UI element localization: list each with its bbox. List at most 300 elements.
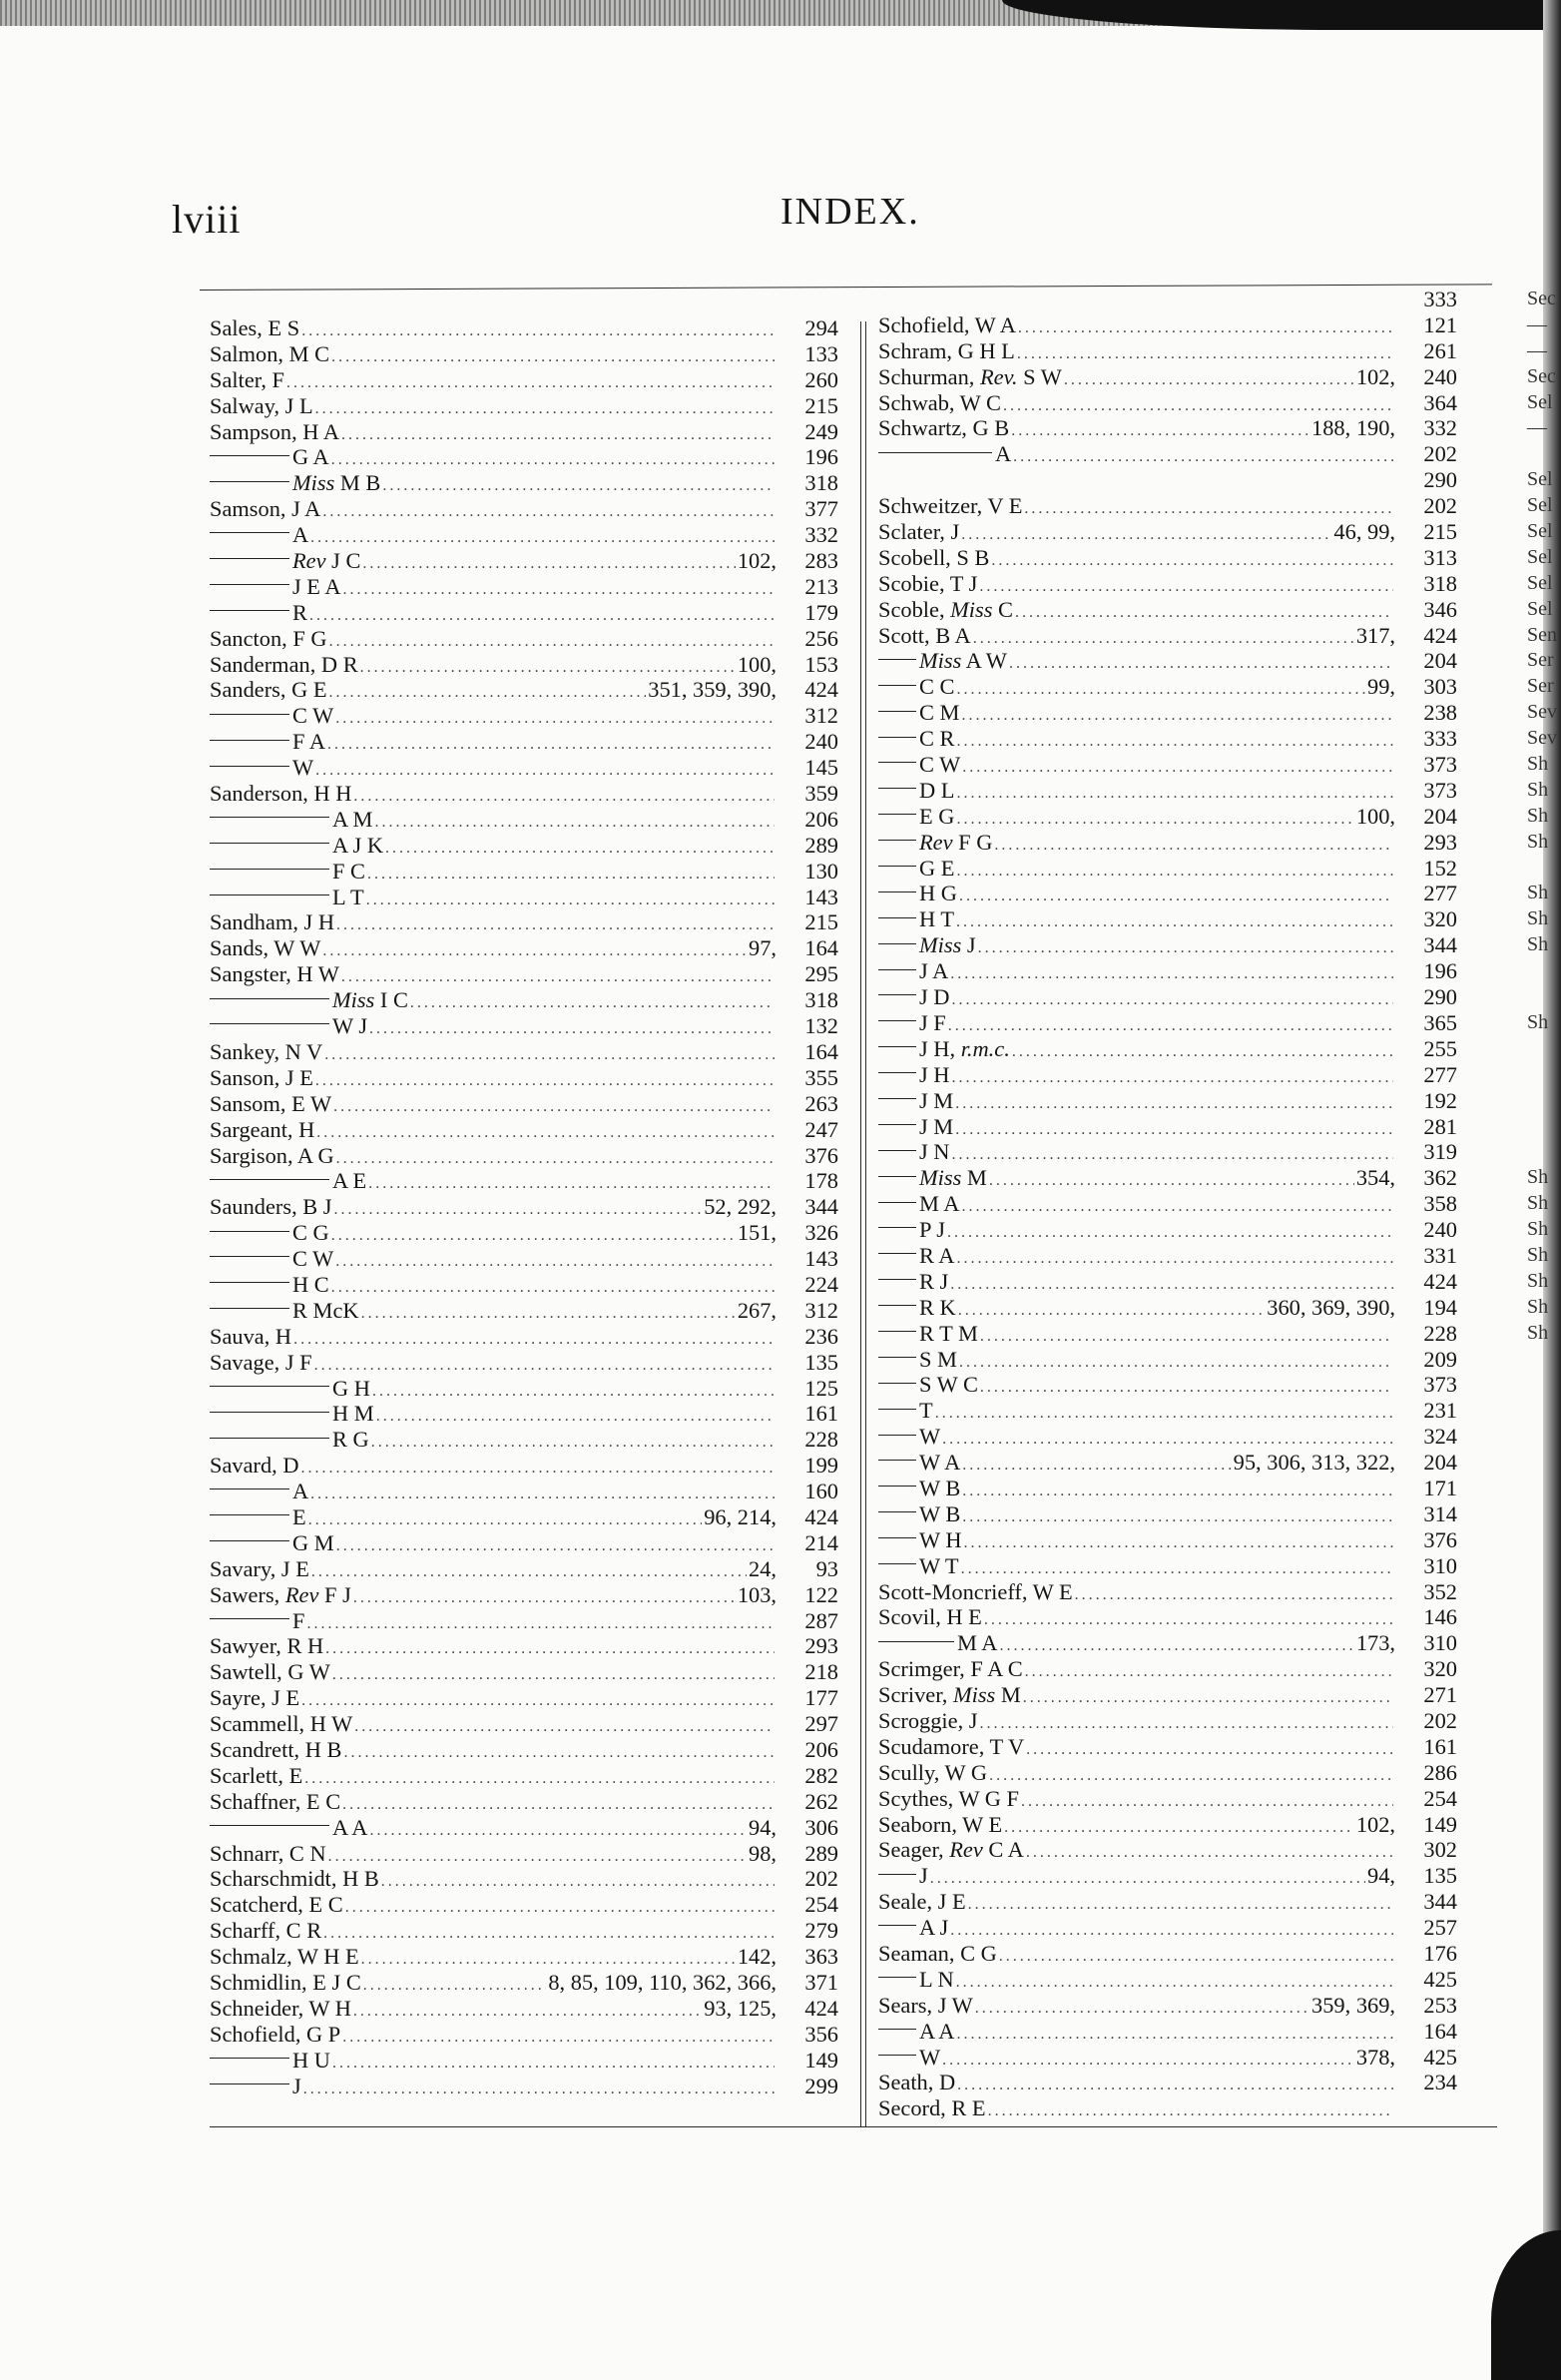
dot-leader — [930, 1866, 1365, 1892]
repeat-surname-dash — [210, 894, 329, 895]
entry-page-number: 192 — [1423, 1087, 1457, 1113]
index-entry — [210, 885, 838, 910]
entry-name: C G — [292, 1220, 329, 1246]
entry-extra-pages: 354, — [1355, 1165, 1395, 1191]
repeat-surname-dash — [878, 1357, 916, 1358]
index-entry — [878, 467, 1457, 493]
edge-fragment — [1527, 1062, 1557, 1088]
entry-page-number: 255 — [1423, 1035, 1457, 1061]
dot-leader — [304, 1766, 775, 1792]
entry-page-number: 254 — [1423, 1785, 1457, 1811]
entry-title-italic: Rev — [919, 829, 953, 855]
index-entry — [210, 1220, 838, 1246]
entry-name: Seaman, C G — [878, 1941, 997, 1966]
index-entry — [878, 1347, 1457, 1373]
entry-page-number: 344 — [1423, 1889, 1457, 1915]
edge-fragment — [1527, 1088, 1557, 1114]
entry-page-number: 364 — [1423, 389, 1457, 415]
entry-name: A A — [919, 2018, 955, 2044]
edge-fragment — [1527, 1139, 1557, 1165]
entry-page-number: 247 — [804, 1116, 838, 1142]
edge-fragment: Sen — [1527, 623, 1557, 646]
entry-page-number: 256 — [804, 625, 838, 651]
index-entry — [210, 652, 838, 678]
entry-page-number: 164 — [1423, 2018, 1457, 2044]
entry-page-number: 228 — [1423, 1320, 1457, 1346]
edge-fragment — [1527, 958, 1557, 984]
dot-leader — [301, 1456, 775, 1482]
index-entry — [878, 2095, 1457, 2121]
entry-label — [878, 1863, 928, 1889]
entry-name: Schnarr, C N — [210, 1840, 326, 1866]
entry-label — [210, 341, 329, 367]
entry-label — [210, 1737, 341, 1763]
edge-fragment: Sh — [1527, 1010, 1549, 1033]
entry-label — [210, 600, 307, 626]
repeat-surname-dash — [878, 917, 916, 918]
dot-leader — [989, 1763, 1393, 1789]
entry-label — [210, 470, 380, 496]
dot-leader — [959, 1350, 1393, 1376]
entry-label — [878, 648, 1007, 674]
dot-leader — [958, 1298, 1266, 1324]
edge-fragment: Sh — [1527, 1218, 1549, 1241]
index-entry — [878, 2019, 1457, 2045]
entry-label — [210, 1350, 312, 1376]
entry-page-number: 218 — [804, 1659, 838, 1685]
edge-fragment: Sh — [1527, 933, 1549, 956]
entry-name: W B — [919, 1500, 961, 1526]
entry-name: Sanders, G E — [210, 677, 327, 703]
entry-name: Schwab, W C — [878, 389, 1001, 415]
dot-leader — [322, 938, 747, 964]
entry-name: W — [919, 2044, 941, 2070]
entry-label — [878, 1243, 954, 1269]
entry-name: Salter, F — [210, 366, 284, 392]
entry-name: S M — [919, 1346, 957, 1372]
entry-label — [210, 1866, 379, 1892]
index-entry — [210, 677, 838, 703]
entry-name: Scobell, S B — [878, 544, 990, 570]
entry-name: P J — [919, 1217, 945, 1243]
index-entry — [878, 1321, 1457, 1347]
entry-name: C W — [292, 1246, 334, 1272]
entry-page-number: 146 — [1423, 1604, 1457, 1630]
dot-leader — [366, 888, 775, 913]
dot-leader — [956, 2022, 1393, 2048]
entry-title-italic: Miss — [950, 596, 993, 622]
index-entry — [878, 1450, 1457, 1476]
repeat-surname-dash — [210, 2083, 289, 2084]
dot-leader — [1026, 1737, 1393, 1763]
repeat-surname-dash — [878, 1176, 916, 1177]
entry-page-number: 424 — [1423, 1268, 1457, 1294]
entry-name: J M — [919, 1113, 954, 1139]
entry-page-number: 202 — [1423, 441, 1457, 467]
dot-leader — [361, 1301, 736, 1327]
dot-leader — [962, 1453, 1231, 1479]
entry-extra-pages: 93, 125, — [704, 1995, 777, 2021]
entry-initials: C A — [982, 1837, 1024, 1863]
index-entry — [878, 804, 1457, 830]
entry-name: Samson, J A — [210, 496, 321, 522]
dot-leader — [332, 1662, 775, 1688]
edge-fragment: Sh — [1527, 1295, 1549, 1318]
entry-name: A J K — [332, 832, 384, 858]
entry-page-number: 152 — [1423, 855, 1457, 881]
repeat-surname-dash — [878, 1641, 954, 1642]
entry-page-number: 236 — [804, 1323, 838, 1349]
repeat-surname-dash — [878, 1331, 916, 1332]
entry-name: Seath, D — [878, 2070, 956, 2095]
index-entry — [210, 1376, 838, 1402]
dot-leader — [382, 473, 775, 499]
dot-leader — [956, 807, 1353, 833]
entry-page-number: 293 — [1423, 829, 1457, 855]
entry-label — [878, 932, 976, 958]
entry-name: C C — [919, 674, 955, 700]
repeat-surname-dash — [878, 1460, 916, 1461]
entry-label — [210, 961, 339, 987]
index-entry — [210, 1763, 838, 1789]
index-column-right — [878, 287, 1457, 2121]
repeat-surname-dash — [878, 452, 992, 453]
entry-name: E — [292, 1503, 306, 1529]
edge-fragment: Sel — [1527, 468, 1553, 491]
index-entry — [878, 623, 1457, 649]
entry-page-number: 202 — [1423, 493, 1457, 519]
entry-name: J H, — [919, 1035, 961, 1061]
entry-title-italic: Rev — [292, 548, 326, 574]
entry-name: G H — [332, 1375, 370, 1401]
repeat-surname-dash — [878, 659, 916, 660]
edge-fragment: Sev — [1527, 727, 1557, 750]
dot-leader — [309, 603, 775, 629]
index-entry — [210, 1582, 838, 1608]
entry-extra-pages: 96, 214, — [704, 1503, 777, 1529]
dot-leader — [1015, 600, 1393, 626]
entry-initials: J — [961, 932, 976, 958]
entry-label — [878, 441, 1011, 467]
entry-name: Scarlett, E — [210, 1762, 303, 1788]
entry-label — [210, 909, 334, 935]
entry-name: J D — [919, 984, 950, 1010]
index-entry — [210, 574, 838, 600]
index-entry — [210, 1530, 838, 1556]
entry-page-number: 260 — [804, 366, 838, 392]
dot-leader — [975, 1996, 1309, 2022]
dot-leader — [345, 1895, 775, 1921]
entry-name: J E A — [292, 573, 341, 599]
entry-label — [878, 415, 1009, 441]
entry-name: A — [292, 522, 309, 548]
entry-label — [210, 2074, 301, 2099]
dot-leader — [342, 1792, 775, 1818]
entry-page-number: 373 — [1423, 752, 1457, 778]
entry-name: A J — [919, 1915, 949, 1941]
entry-title-italic: Miss — [292, 470, 335, 496]
entry-name: Sanderman, D R — [210, 651, 358, 677]
entry-extra-pages: 173, — [1355, 1630, 1395, 1656]
entry-page-number: 234 — [1423, 2070, 1457, 2095]
entry-label — [210, 1608, 304, 1634]
dot-leader — [973, 626, 1354, 652]
edge-fragment: Sec — [1527, 288, 1556, 309]
entry-name: Sears, J W — [878, 1992, 973, 2018]
entry-label — [210, 755, 313, 781]
entry-label — [210, 1918, 321, 1944]
repeat-surname-dash — [878, 1202, 916, 1203]
edge-fragment: Ser — [1527, 649, 1554, 672]
entry-label — [878, 1630, 997, 1656]
entry-name: Seager, — [878, 1837, 950, 1863]
repeat-surname-dash — [878, 943, 916, 944]
entry-extra-pages: 46, 99, — [1333, 519, 1395, 545]
index-entry — [878, 932, 1457, 958]
edge-fragment: Sh — [1527, 753, 1549, 776]
entry-label — [210, 781, 351, 807]
repeat-surname-dash — [878, 1227, 916, 1228]
entry-name: Sands, W W — [210, 935, 321, 961]
index-entry — [210, 1298, 838, 1324]
entry-page-number: 143 — [804, 884, 838, 909]
entry-title-italic: Miss — [952, 1682, 996, 1708]
edge-fragment — [1527, 441, 1557, 467]
entry-name: Sankey, N V — [210, 1038, 323, 1064]
entry-name: Sampson, H A — [210, 418, 340, 444]
index-entry — [878, 648, 1457, 674]
dot-leader — [315, 396, 775, 422]
entry-extra-pages: 103, — [737, 1581, 777, 1607]
entry-name: Sanderson, H H — [210, 781, 352, 807]
entry-page-number: 352 — [1423, 1578, 1457, 1604]
entry-label — [878, 1889, 966, 1915]
entry-page-number: 333 — [1423, 726, 1457, 752]
repeat-surname-dash — [210, 1488, 289, 1489]
repeat-surname-dash — [210, 2058, 289, 2059]
index-entry — [878, 700, 1457, 726]
entry-label — [210, 1091, 331, 1117]
index-entry — [210, 703, 838, 729]
entry-name: R J — [919, 1268, 949, 1294]
entry-page-number: 121 — [1423, 311, 1457, 337]
index-entry — [878, 1269, 1457, 1295]
index-entry — [878, 545, 1457, 571]
entry-name: Schneider, W H — [210, 1995, 351, 2021]
entry-label — [878, 1114, 953, 1140]
entry-name: H U — [292, 2047, 330, 2073]
page-corner-shadow — [1491, 2230, 1561, 2380]
entry-page-number: 149 — [804, 2047, 838, 2073]
entry-page-number: 359 — [804, 781, 838, 807]
index-entry — [210, 729, 838, 755]
index-entry — [878, 2070, 1457, 2095]
index-entry — [878, 1424, 1457, 1450]
entry-name: Sargison, A G — [210, 1142, 334, 1168]
entry-page-number: 261 — [1423, 337, 1457, 363]
entry-page-number: 355 — [804, 1064, 838, 1090]
entry-page-number: 213 — [804, 573, 838, 599]
repeat-surname-dash — [210, 1282, 289, 1283]
entry-name: R A — [919, 1242, 955, 1268]
index-entry — [210, 2022, 838, 2048]
dot-leader — [341, 422, 775, 448]
dot-leader — [329, 680, 647, 706]
index-entry — [878, 984, 1457, 1010]
repeat-surname-dash — [878, 1046, 916, 1047]
edge-fragment: Sel — [1527, 545, 1553, 568]
entry-name: Sclater, J — [878, 519, 960, 545]
index-entry — [878, 1760, 1457, 1786]
entry-name: W — [292, 755, 314, 781]
dot-leader — [951, 1142, 1393, 1168]
entry-page-number: 332 — [1423, 415, 1457, 441]
entry-label — [878, 752, 960, 778]
dot-leader — [989, 1168, 1354, 1194]
entry-name: Sauva, H — [210, 1323, 292, 1349]
entry-page-number: 238 — [1423, 700, 1457, 726]
dot-leader — [410, 990, 775, 1016]
index-entry — [878, 906, 1457, 932]
edge-fragment: Sh — [1527, 1321, 1549, 1344]
entry-label — [878, 804, 954, 830]
entry-name: A — [995, 441, 1012, 467]
repeat-surname-dash — [210, 1514, 289, 1515]
entry-name: Scully, W G — [878, 1759, 988, 1785]
entry-page-number: 425 — [1423, 1966, 1457, 1992]
entry-label — [878, 1915, 948, 1941]
entry-label — [878, 1269, 948, 1295]
dot-leader — [362, 551, 735, 577]
dot-leader — [335, 706, 775, 732]
entry-label — [210, 652, 358, 678]
edge-fragment: — — [1527, 338, 1547, 361]
edge-fragment: Sec — [1527, 364, 1556, 387]
repeat-surname-dash — [210, 998, 329, 999]
edge-fragment: Sh — [1527, 1243, 1549, 1266]
entry-label — [210, 833, 383, 859]
dot-leader — [303, 2077, 775, 2102]
entry-name: G A — [292, 444, 329, 470]
dot-leader — [308, 1507, 703, 1533]
entry-title-italic: Miss — [332, 987, 375, 1013]
entry-extra-pages: 359, 369, — [1311, 1992, 1395, 2018]
entry-name: Sawyer, R H — [210, 1633, 324, 1659]
index-column-left — [210, 315, 838, 2098]
entry-page-number: 202 — [1423, 1707, 1457, 1733]
entry-label — [878, 1837, 1024, 1863]
entry-page-number: 178 — [804, 1168, 838, 1194]
repeat-surname-dash — [210, 1825, 329, 1826]
index-entry — [210, 1427, 838, 1453]
index-entry — [878, 1372, 1457, 1398]
edge-fragment: Sel — [1527, 520, 1553, 543]
dot-leader — [322, 499, 775, 525]
dot-leader — [962, 1504, 1393, 1530]
index-entry — [210, 1608, 838, 1634]
dot-leader — [955, 1117, 1393, 1143]
index-entry — [210, 1117, 838, 1143]
entry-name: W B — [919, 1475, 961, 1500]
entry-name: H C — [292, 1271, 329, 1297]
entry-extra-pages: 97, — [749, 935, 777, 961]
entry-label — [210, 367, 284, 393]
entry-name: Sandham, J H — [210, 909, 335, 935]
entry-label — [878, 2070, 955, 2095]
entry-page-number: 310 — [1423, 1630, 1457, 1656]
dot-leader — [369, 1016, 775, 1042]
edge-fragment: Sh — [1527, 778, 1549, 801]
entry-name: S W C — [919, 1372, 978, 1398]
dot-leader — [999, 1944, 1393, 1970]
index-entry — [878, 1217, 1457, 1243]
repeat-surname-dash — [878, 1098, 916, 1099]
entry-page-number: 297 — [804, 1711, 838, 1737]
index-entry — [878, 1501, 1457, 1527]
entry-page-number: 145 — [804, 755, 838, 781]
entry-name: H M — [332, 1401, 374, 1427]
edge-fragment — [1527, 1114, 1557, 1140]
entry-name: Schweitzer, V E — [878, 493, 1023, 519]
dot-leader — [948, 1013, 1393, 1039]
entry-label — [210, 522, 308, 548]
entry-label — [210, 1479, 308, 1504]
entry-page-number: 312 — [804, 703, 838, 729]
index-entry — [210, 600, 838, 626]
entry-name: Scovil, H E — [878, 1604, 982, 1630]
entry-page-number: 194 — [1423, 1294, 1457, 1320]
index-entry — [878, 1786, 1457, 1812]
repeat-surname-dash — [210, 1231, 289, 1232]
repeat-surname-dash — [210, 714, 289, 715]
entry-name: F — [292, 1607, 305, 1633]
entry-page-number: 376 — [804, 1142, 838, 1168]
entry-page-number: 289 — [804, 1840, 838, 1866]
entry-label — [878, 984, 949, 1010]
entry-initials: S W — [1017, 363, 1062, 389]
entry-label — [210, 1789, 340, 1815]
repeat-surname-dash — [210, 1179, 329, 1180]
repeat-surname-dash — [878, 762, 916, 763]
repeat-surname-dash — [878, 866, 916, 867]
index-entry — [210, 1944, 838, 1970]
index-entry — [878, 1837, 1457, 1863]
entry-name: Seaborn, W E — [878, 1811, 1003, 1837]
index-entry — [878, 830, 1457, 856]
entry-label — [210, 2022, 340, 2048]
index-entry — [210, 1401, 838, 1427]
entry-label — [878, 1812, 1002, 1838]
dot-leader — [961, 522, 1331, 548]
index-entry — [210, 1168, 838, 1194]
entry-page-number: 160 — [804, 1479, 838, 1504]
entry-page-number: 122 — [804, 1581, 838, 1607]
entry-page-number: 318 — [804, 470, 838, 496]
entry-page-number: 319 — [1423, 1139, 1457, 1165]
entry-page-number: 161 — [1423, 1733, 1457, 1759]
index-entry — [210, 522, 838, 548]
dot-leader — [353, 784, 775, 810]
index-entry — [878, 1656, 1457, 1682]
entry-page-number: 333 — [1423, 287, 1457, 311]
entry-label — [210, 393, 313, 419]
repeat-surname-dash — [878, 1563, 916, 1564]
entry-label — [878, 1010, 946, 1036]
entry-page-number: 377 — [804, 496, 838, 522]
dot-leader — [980, 1375, 1393, 1401]
dot-leader — [956, 859, 1393, 885]
index-entry — [210, 1633, 838, 1659]
